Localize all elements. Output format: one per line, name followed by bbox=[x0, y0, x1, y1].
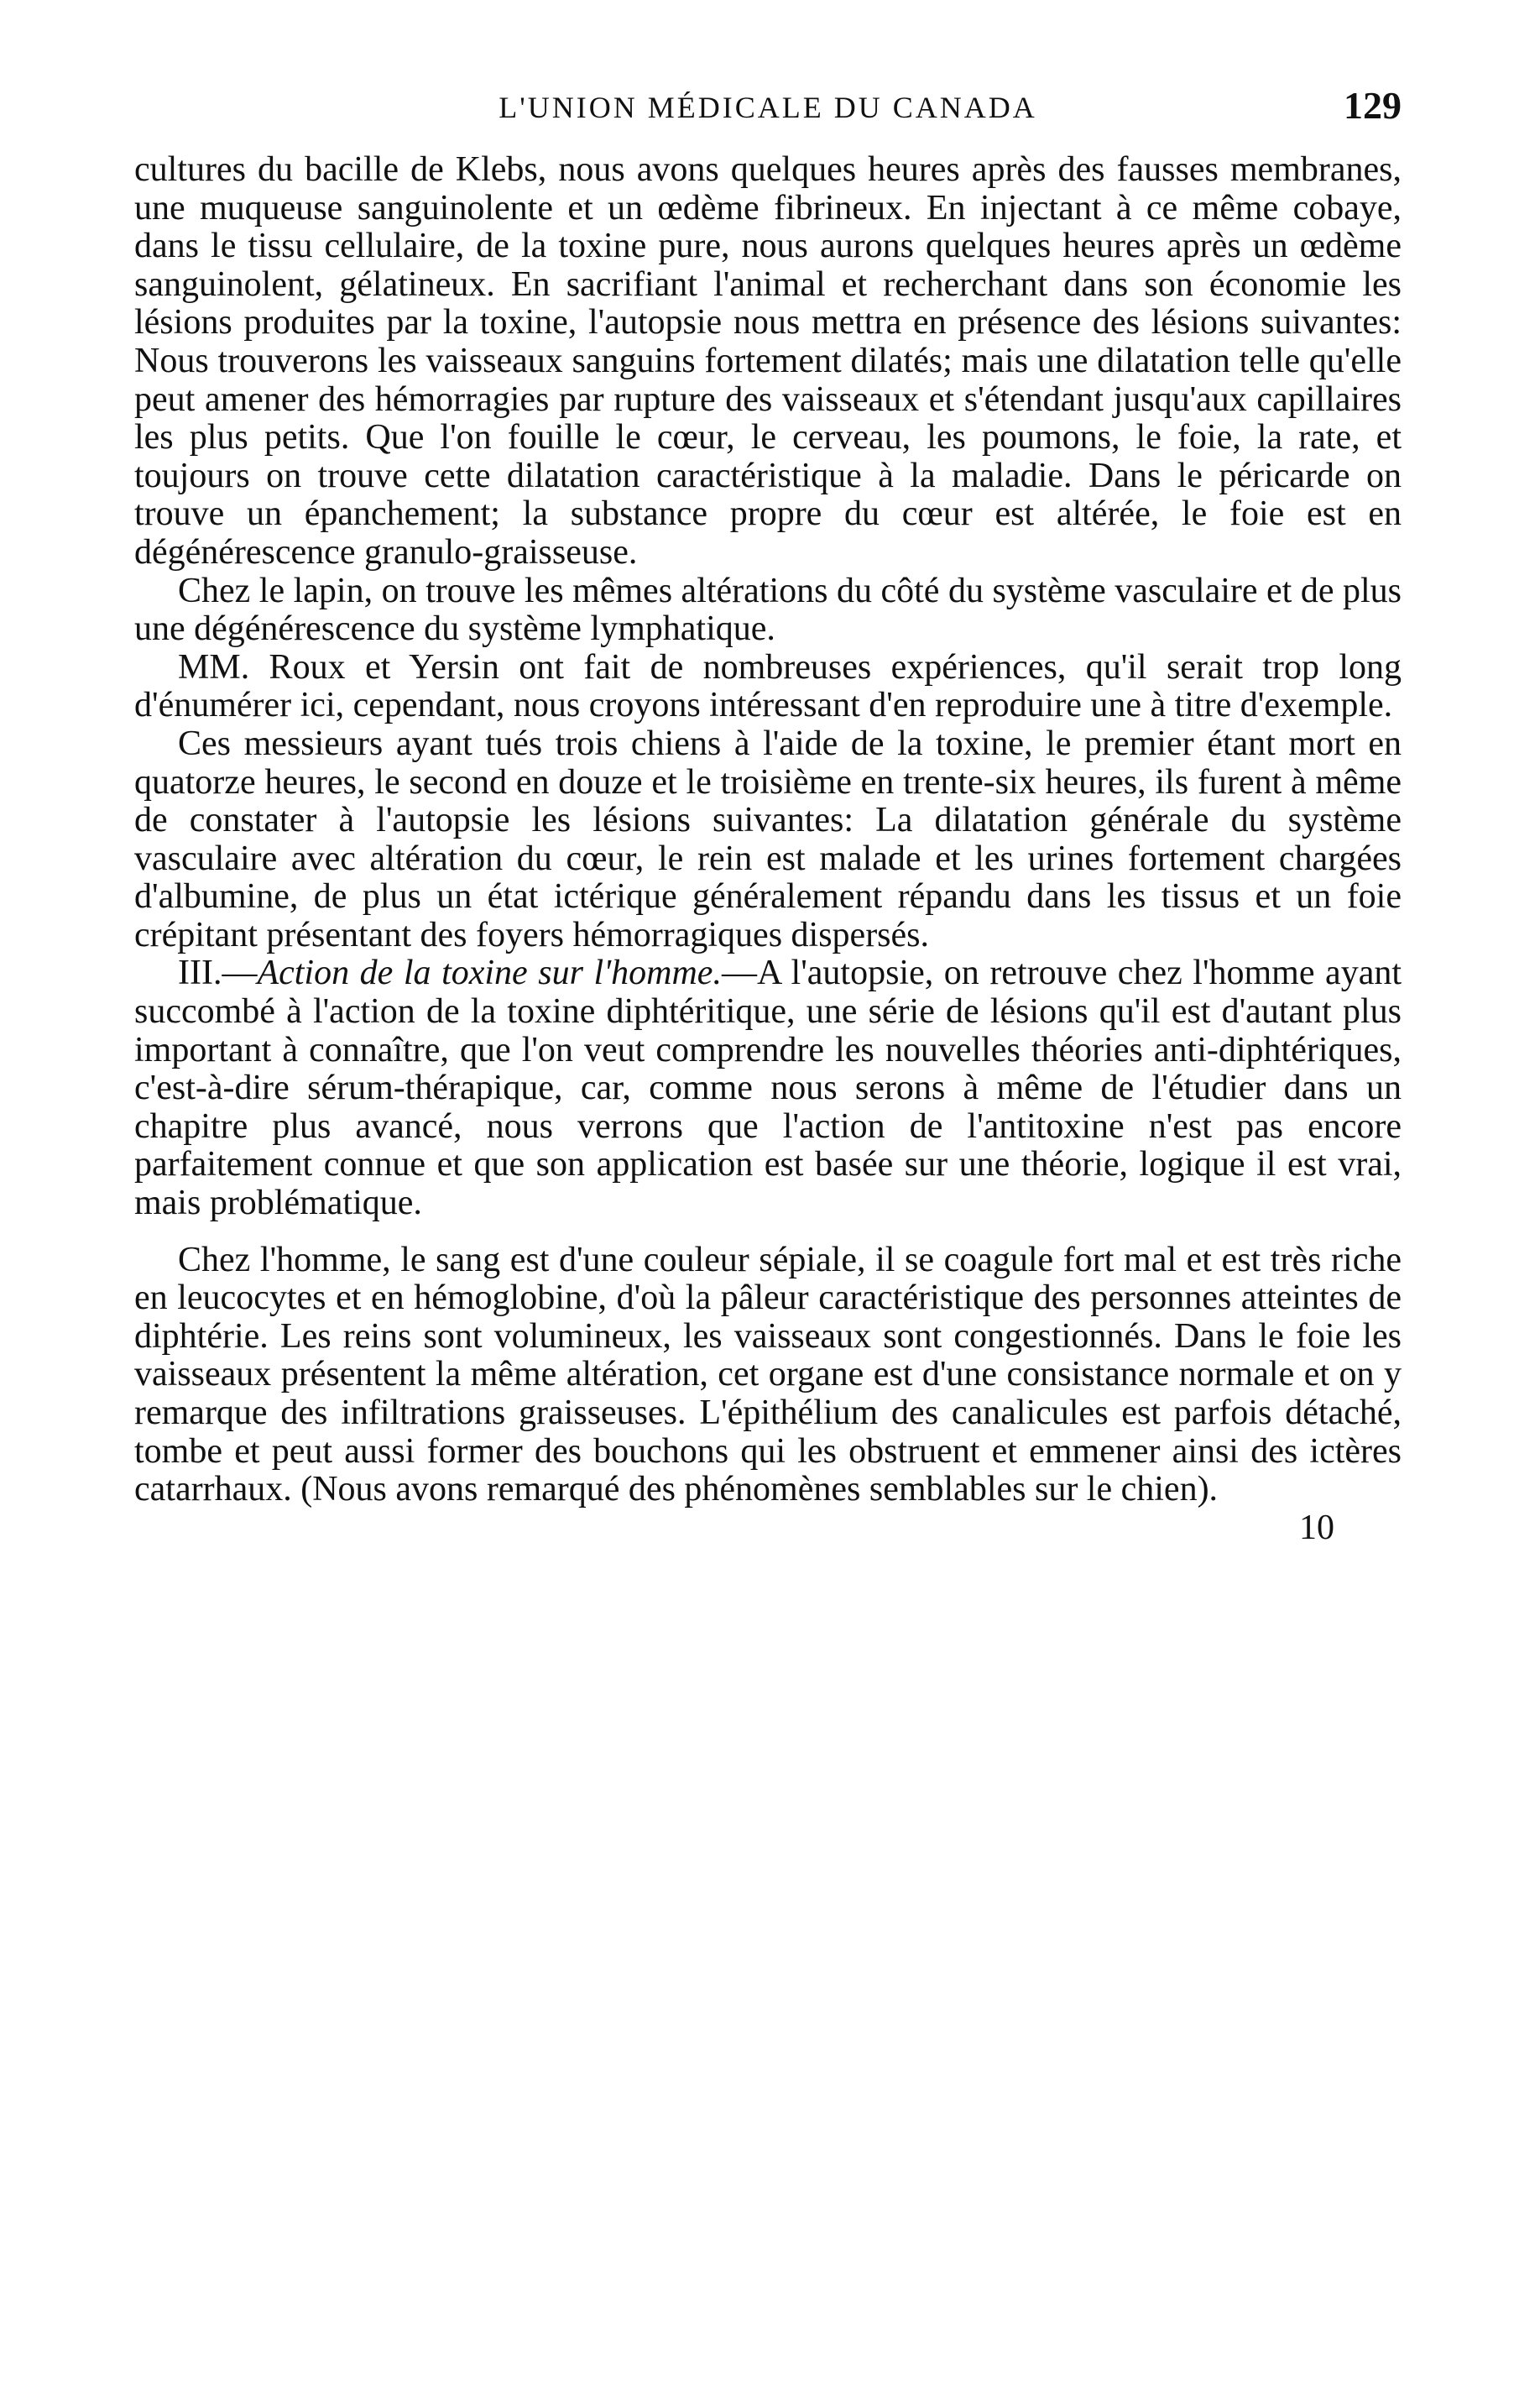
paragraph-continuation: cultures du bacille de Klebs, nous avons quelques heures après des fausses membranes, une muqueuse sanguinolente et un œdème fibrineux. En injectant à ce même cobaye, dans le tissu cellulaire, de la toxine pure, nous aurons quelques heures après un œdème sanguinolent, gélatineux. En sacrifiant l'animal et recherchant dans son économie les lésions produites par la toxine, l'autopsie nous mettra en présence des lésions suivantes: Nous trouverons les vaisseaux sanguins fortement dilatés; mais une dilatation telle qu'elle peut amener des hémorragies par rupture des vaisseaux et s'étendant jusqu'aux capillaires les plus petits. Que l'on fouille le cœur, le cerveau, les poumons, le foie, la rate, et toujours on trouve cette dilatation caractéristique à la maladie. Dans le péricarde on trouve un épanchement; la substance propre du cœur est altérée, le foie est en dégénérescence granulo-graisseuse. bbox=[134, 150, 1402, 572]
section-title: Action de la toxine sur l'homme. bbox=[257, 954, 722, 993]
paragraph-chiens: Ces messieurs ayant tués trois chiens à l'aide de la toxine, le premier étant mort en quatorze heures, le second en douze et le troisième en trente-six heures, ils furent à même de constater à l'autopsie les lésions suivantes: La dilatation générale du système vasculaire avec altération du cœur, le rein est malade et les urines fortement chargées d'albumine, de plus un état ictérique généralement répandu dans les tissus et un foie crépitant présentant des foyers hémorragiques dispersés. bbox=[134, 724, 1402, 954]
running-head: L'UNION MÉDICALE DU CANADA bbox=[499, 91, 1037, 124]
paragraph-homme-sang: Chez l'homme, le sang est d'une couleur sépiale, il se coagule fort mal et est très riche en leucocytes et en hémoglobine, d'où la pâleur caractéristique des personnes atteintes de diphtérie. Les reins sont volumineux, les vaisseaux sont congestionnés. Dans le foie les vaisseaux présentent la même altération, cet organe est d'une consistance normale et on y remarque des infiltrations graisseuses. L'épithélium des canalicules est parfois détaché, tombe et peut aussi former des bouchons qui les obstruent et emmener ainsi des ictères catarrhaux. (Nous avons remarqué des phénomènes semblables sur le chien). bbox=[134, 1240, 1402, 1509]
section-number: III.— bbox=[178, 954, 258, 993]
body-text bbox=[134, 150, 1402, 1547]
section-text: —A l'autopsie, on retrouve chez l'homme ayant succombé à l'action de la toxine diphtéritique, une série de lésions qu'il est d'autant plus important à connaître, que l'on veut comprendre les nouvelles théories anti-diphtériques, c'est-à-dire sérum-thérapique, car, comme nous serons à même de l'étudier dans un chapitre plus avancé, nous verrons que l'action de l'antitoxine n'est pas encore parfaitement connue et que son application est basée sur une théorie, logique il est vrai, mais problématique. bbox=[134, 954, 1402, 1223]
paragraph-lapin: Chez le lapin, on trouve les mêmes altérations du côté du système vasculaire et de plus une dégénérescence du système lymphatique. bbox=[134, 571, 1402, 649]
paragraph-roux-yersin: MM. Roux et Yersin ont fait de nombreuses expériences, qu'il serait trop long d'énumérer ici, cependant, nous croyons intéressant d'en reproduire une à titre d'exemple. bbox=[134, 647, 1402, 725]
page-header bbox=[134, 80, 1402, 130]
signature-mark: 10 bbox=[1299, 1508, 1334, 1547]
page-number: 129 bbox=[1344, 84, 1402, 127]
paragraph-section-iii bbox=[134, 954, 1402, 1222]
